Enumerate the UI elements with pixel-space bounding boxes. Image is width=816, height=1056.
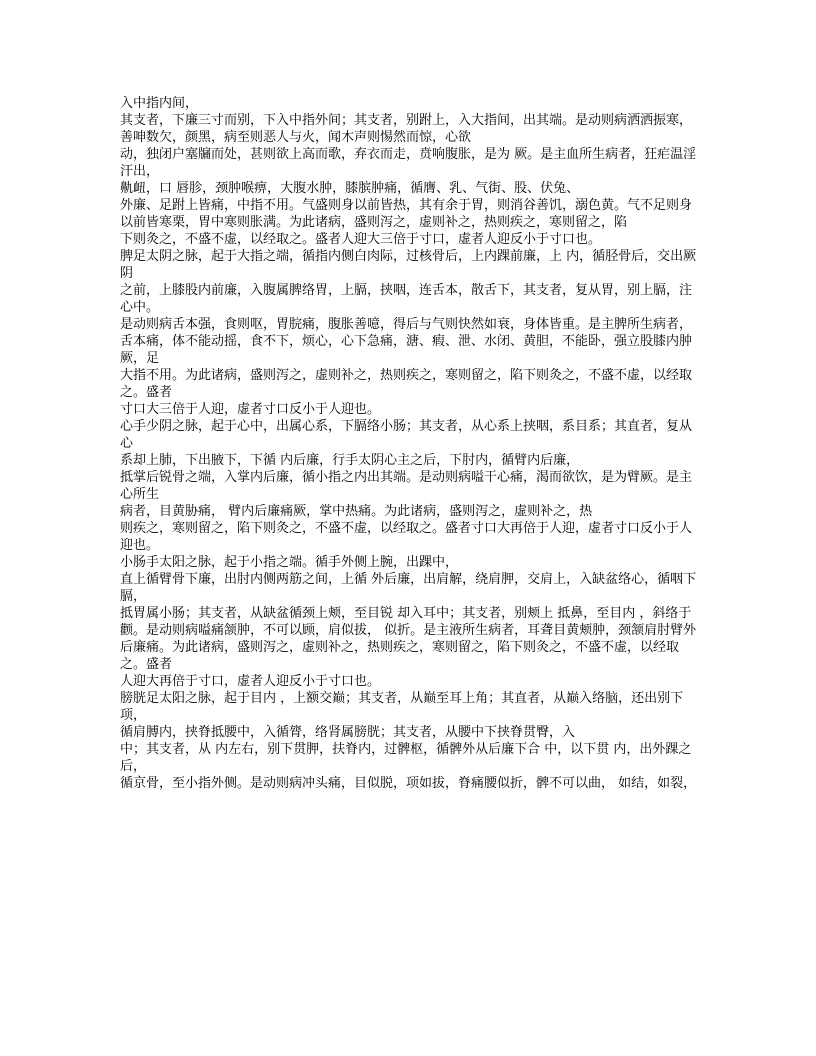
text-line: 抵掌后锐骨之端，入掌内后廉，循小指之内出其端。是动则病嗌干心痛，渴而欲饮，是为臂厥。是主心所生 xyxy=(120,470,693,502)
text-line: 直上循臂骨下廉，出肘内侧两筋之间，上循 外后廉，出肩解，绕肩胛，交肩上，入缺盆络心，循咽下膈， xyxy=(120,572,697,604)
text-line: 心手少阴之脉，起于心中，出属心系，下膈络小肠；其支者，从心系上挟咽，系目系；其直者，复从心 xyxy=(120,419,693,451)
text-line: 小肠手太阳之脉，起于小指之端。循手外侧上腕，出踝中， xyxy=(120,555,459,570)
text-line: 大指不用。为此诸病，盛则泻之，虚则补之，热则疾之，寒则留之，陷下则灸之，不盛不虚，以经取之。盛者 xyxy=(120,368,693,400)
text-line: 之前，上膝股内前廉，入腹属脾络胃，上膈，挟咽，连舌本，散舌下，其支者，复从胃，别上膈，注心中。 xyxy=(120,283,693,315)
text-line: 其支者，下廉三寸而别，下入中指外间；其支者，别跗上，入大指间，出其端。是动则病洒洒振寒， xyxy=(120,113,693,128)
document-body xyxy=(120,95,700,792)
text-line: 病者，目黄胁痛， 臂内后廉痛厥，掌中热痛。为此诸病，盛则泻之，虚则补之，热 xyxy=(120,504,593,519)
text-line: 动，独闭户塞牖而处，甚则欲上高而歌，弃衣而走，贲响腹胀，是为 厥。是主血所生病者，狂疟温淫汗出， xyxy=(120,147,697,179)
text-line: 中；其支者，从 内左右，别下贯胛，扶脊内，过髀枢，循髀外从后廉下合 中，以下贯 内，出外踝之后， xyxy=(120,742,692,774)
text-line: 循京骨，至小指外侧。是动则病冲头痛，目似脱，项如拔，脊痛腰似折，髀不可以曲， 如结，如裂， xyxy=(120,776,697,791)
text-line: 后廉痛。为此诸病，盛则泻之，虚则补之，热则疾之，寒则留之，陷下则灸之，不盛不虚，以经取之。盛者 xyxy=(120,640,680,672)
text-line: 以前皆寒栗，胃中寒则胀满。为此诸病，盛则泻之，虚则补之，热则疾之，寒则留之，陷 xyxy=(120,215,628,230)
text-line: 脾足太阴之脉，起于大指之端，循指内侧白肉际，过核骨后，上内踝前廉，上 内，循胫骨后，交出厥阴 xyxy=(120,249,697,281)
text-line: 舌本痛，体不能动摇，食不下，烦心，心下急痛，溏、瘕、泄、水闭、黄胆，不能卧，强立股膝内肿厥，足 xyxy=(120,334,693,366)
text-line: 下则灸之，不盛不虚，以经取之。盛者人迎大三倍于寸口，虚者人迎反小于寸口也。 xyxy=(120,232,602,247)
text-line: 抵胃属小肠；其支者，从缺盆循颈上颊，至目锐 却入耳中；其支者，别颊上 抵鼻，至目内 ，斜络于 xyxy=(120,606,692,621)
text-line: 入中指内间， xyxy=(120,96,199,111)
text-line: 鼽衄，口 唇胗，颈肿喉痹，大腹水肿，膝膑肿痛，循膺、乳、气街、股、伏兔、 xyxy=(120,181,580,196)
text-line: 外廉、足跗上皆痛，中指不用。气盛则身以前皆热，其有余于胃，则消谷善饥，溺色黄。气不足则身 xyxy=(120,198,693,213)
text-line: 膀胱足太阳之脉，起于目内 ，上额交巅；其支者，从巅至耳上角；其直者，从巅入络脑，还出别下项， xyxy=(120,691,684,723)
text-line: 则疾之，寒则留之，陷下则灸之，不盛不虚，以经取之。盛者寸口大再倍于人迎，虚者寸口反小于人迎也。 xyxy=(120,521,693,553)
text-line: 善呻数欠，颜黑，病至则恶人与火，闻木声则惕然而惊，心欲 xyxy=(120,130,472,145)
text-line: 寸口大三倍于人迎，虚者寸口反小于人迎也。 xyxy=(120,402,381,417)
text-line: 人迎大再倍于寸口，虚者人迎反小于寸口也。 xyxy=(120,674,381,689)
text-line: 颧。是动则病嗌痛颔肿，不可以顾，肩似拔， 似折。是主液所生病者，耳聋目黄颊肿，颈颔肩肘臂外 xyxy=(120,623,697,638)
text-line: 循肩膊内，挟脊抵腰中，入循膂，络肾属膀胱；其支者，从腰中下挟脊贯臀，入 xyxy=(120,725,576,740)
text-line: 系却上肺，下出腋下，下循 内后廉，行手太阴心主之后，下肘内，循臂内后廉， xyxy=(120,453,580,468)
text-line: 是动则病舌本强，食则呕，胃脘痛，腹胀善噫，得后与气则快然如衰，身体皆重。是主脾所生病者， xyxy=(120,317,693,332)
